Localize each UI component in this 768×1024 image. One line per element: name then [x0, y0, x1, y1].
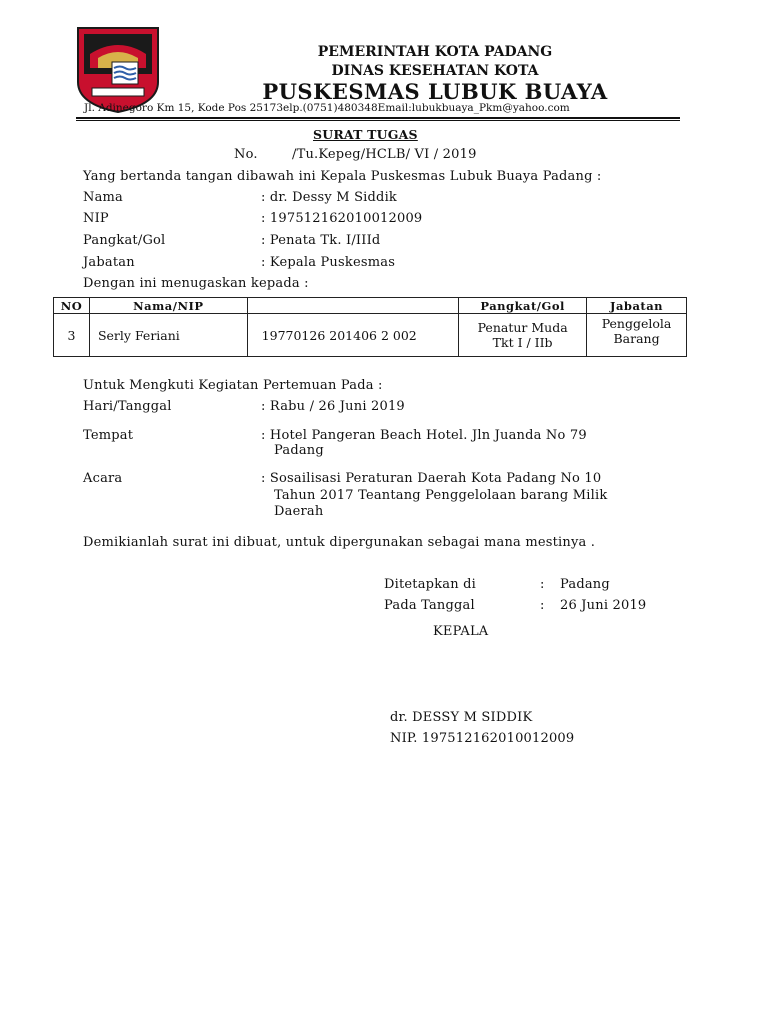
- date-value: 26 Juni 2019: [560, 598, 647, 613]
- row-name: Serly Feriani: [89, 314, 247, 357]
- issued-value: Padang: [560, 577, 610, 592]
- col-position: Jabatan: [587, 298, 687, 314]
- event-agenda-line2: Tahun 2017 Teantang Penggelolaan barang Milik: [274, 488, 608, 503]
- signer-rank-value: : Penata Tk. I/IIId: [261, 233, 381, 248]
- header-address: Jl. Adinegoro Km 15, Kode Pos 25173elp.(0751)480348Email:lubukbuaya_Pkm@yahoo.com: [84, 102, 570, 114]
- signer-nip-label: NIP: [83, 211, 109, 226]
- assign-intro: Dengan ini menugaskan kepada :: [83, 276, 309, 291]
- signer-name-label: Nama: [83, 190, 124, 205]
- signer-position-label: Jabatan: [83, 255, 135, 270]
- event-day-value: : Rabu / 26 Juni 2019: [261, 399, 405, 414]
- signer-full-name: dr. DESSY M SIDDIK: [390, 710, 533, 725]
- signer-title: KEPALA: [433, 624, 489, 639]
- assignment-table: [53, 297, 687, 357]
- event-agenda-line3: Daerah: [274, 504, 324, 519]
- date-label: Pada Tanggal: [384, 598, 475, 613]
- row-no: 3: [54, 314, 90, 357]
- col-rank: Pangkat/Gol: [459, 298, 587, 314]
- event-day-label: Hari/Tanggal: [83, 399, 172, 414]
- signer-nip-value: : 197512162010012009: [261, 211, 423, 226]
- closing-statement: Demikianlah surat ini dibuat, untuk dipergunakan sebagai mana mestinya .: [83, 535, 596, 550]
- event-intro: Untuk Mengkuti Kegiatan Pertemuan Pada :: [83, 378, 383, 393]
- row-rank-line1: Penatur Muda: [477, 320, 568, 335]
- event-place-line2: Padang: [274, 443, 324, 458]
- header-department: DINAS KESEHATAN KOTA: [331, 63, 539, 79]
- row-rank: [459, 314, 587, 357]
- table-header-row: [54, 298, 687, 314]
- row-position-line1: Penggelola: [601, 316, 672, 331]
- date-colon: :: [540, 598, 545, 613]
- event-place-line1: : Hotel Pangeran Beach Hotel. Jln Juanda No 79: [261, 428, 587, 443]
- row-position-line2: Barang: [613, 331, 660, 346]
- letter-number: /Tu.Kepeg/HCLB/ VI / 2019: [292, 147, 477, 162]
- row-nip: 19770126 201406 2 002: [247, 314, 459, 357]
- signer-name-value: : dr. Dessy M Siddik: [261, 190, 398, 205]
- event-agenda-label: Acara: [83, 471, 123, 486]
- col-name-nip: Nama/NIP: [89, 298, 247, 314]
- signer-rank-label: Pangkat/Gol: [83, 233, 166, 248]
- header-institution: PUSKESMAS LUBUK BUAYA: [262, 79, 608, 104]
- issued-colon: :: [540, 577, 545, 592]
- signer-position-value: : Kepala Puskesmas: [261, 255, 396, 270]
- signer-nip: NIP. 197512162010012009: [390, 731, 575, 746]
- event-agenda-line1: : Sosailisasi Peraturan Daerah Kota Padang No 10: [261, 471, 602, 486]
- col-blank: [247, 298, 459, 314]
- letter-intro: Yang bertanda tangan dibawah ini Kepala Puskesmas Lubuk Buaya Padang :: [83, 169, 602, 184]
- letter-number-label: No.: [234, 147, 258, 162]
- row-position: [587, 314, 687, 357]
- table-row: [54, 314, 687, 357]
- event-place-label: Tempat: [83, 428, 134, 443]
- city-crest-icon: [72, 24, 164, 114]
- header-rule: [76, 117, 680, 119]
- col-no: NO: [54, 298, 90, 314]
- letter-title: SURAT TUGAS: [313, 127, 418, 142]
- issued-label: Ditetapkan di: [384, 577, 477, 592]
- header-rule-thin: [76, 120, 680, 121]
- row-rank-line2: Tkt I / IIb: [492, 335, 553, 350]
- header-government: PEMERINTAH KOTA PADANG: [317, 44, 553, 60]
